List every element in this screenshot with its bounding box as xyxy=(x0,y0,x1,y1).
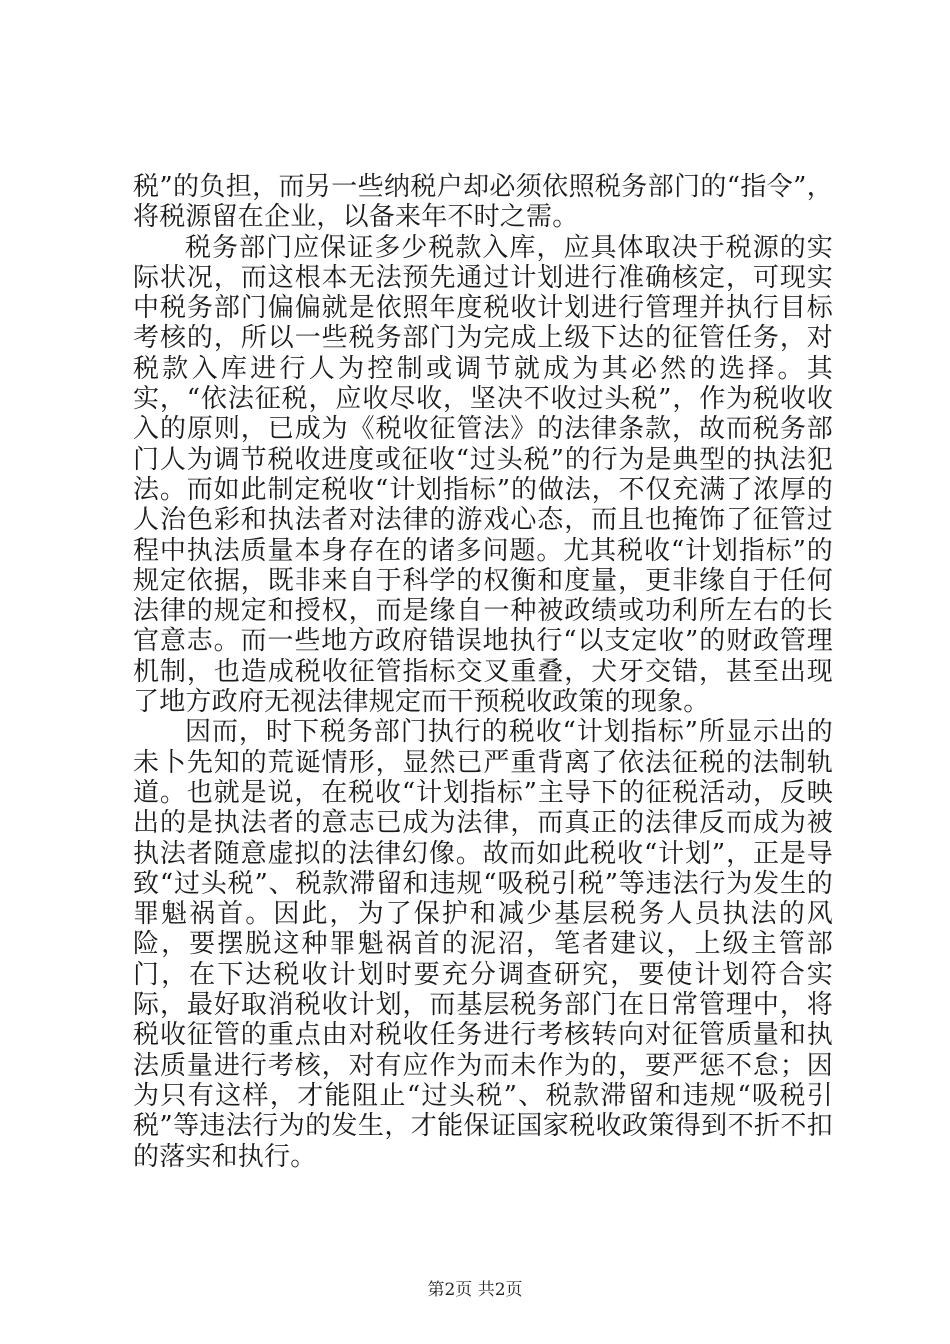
paragraph-3: 因而，时下税务部门执行的税收“计划指标”所显示出的未卜先知的荒诞情形，显然已严重背离了依法征税的法制轨道。也就是说，在税收“计划指标”主导下的征税活动，反映出的是执法者的意志已成为法律，而真正的法律反而成为被执法者随意虚拟的法律幻像。故而如此税收“计划”，正是导致“过头税”、税款滞留和违规“吸税引税”等违法行为发生的罪魁祸首。因此，为了保护和减少基层税务人员执法的风险，要摆脱这种罪魁祸首的泥沼，笔者建议，上级主管部门，在下达税收计划时要充分调查研究，要使计划符合实际，最好取消税收计划，而基层税务部门在日常管理中，将税收征管的重点由对税收任务进行考核转向对征管质量和执法质量进行考核，对有应作为而未作为的，要严惩不怠；因为只有这样，才能阻止“过头税”、税款滞留和违规“吸税引税”等违法行为的发生，才能保证国家税收政策得到不折不扣的落实和执行。 xyxy=(133,717,833,1172)
body-text xyxy=(133,172,833,1172)
paragraph-1: 税”的负担，而另一些纳税户却必须依照税务部门的“指令”，将税源留在企业，以备来年不时之需。 xyxy=(133,172,833,233)
paragraph-2: 税务部门应保证多少税款入库，应具体取决于税源的实际状况，而这根本无法预先通过计划进行准确核定，可现实中税务部门偏偏就是依照年度税收计划进行管理并执行目标考核的，所以一些税务部门为完成上级下达的征管任务，对税款入库进行人为控制或调节就成为其必然的选择。其实，“依法征税，应收尽收，坚决不收过头税”，作为税收收入的原则，已成为《税收征管法》的法律条款，故而税务部门人为调节税收进度或征收“过头税”的行为是典型的执法犯法。而如此制定税收“计划指标”的做法，不仅充满了浓厚的人治色彩和执法者对法律的游戏心态，而且也掩饰了征管过程中执法质量本身存在的诸多问题。尤其税收“计划指标”的规定依据，既非来自于科学的权衡和度量，更非缘自于任何法律的规定和授权，而是缘自一种被政绩或功利所左右的长官意志。而一些地方政府错误地执行“以支定收”的财政管理机制，也造成税收征管指标交叉重叠，犬牙交错，甚至出现了地方政府无视法律规定而干预税收政策的现象。 xyxy=(133,232,833,718)
page-number-footer: 第2页 共2页 xyxy=(427,1280,523,1300)
